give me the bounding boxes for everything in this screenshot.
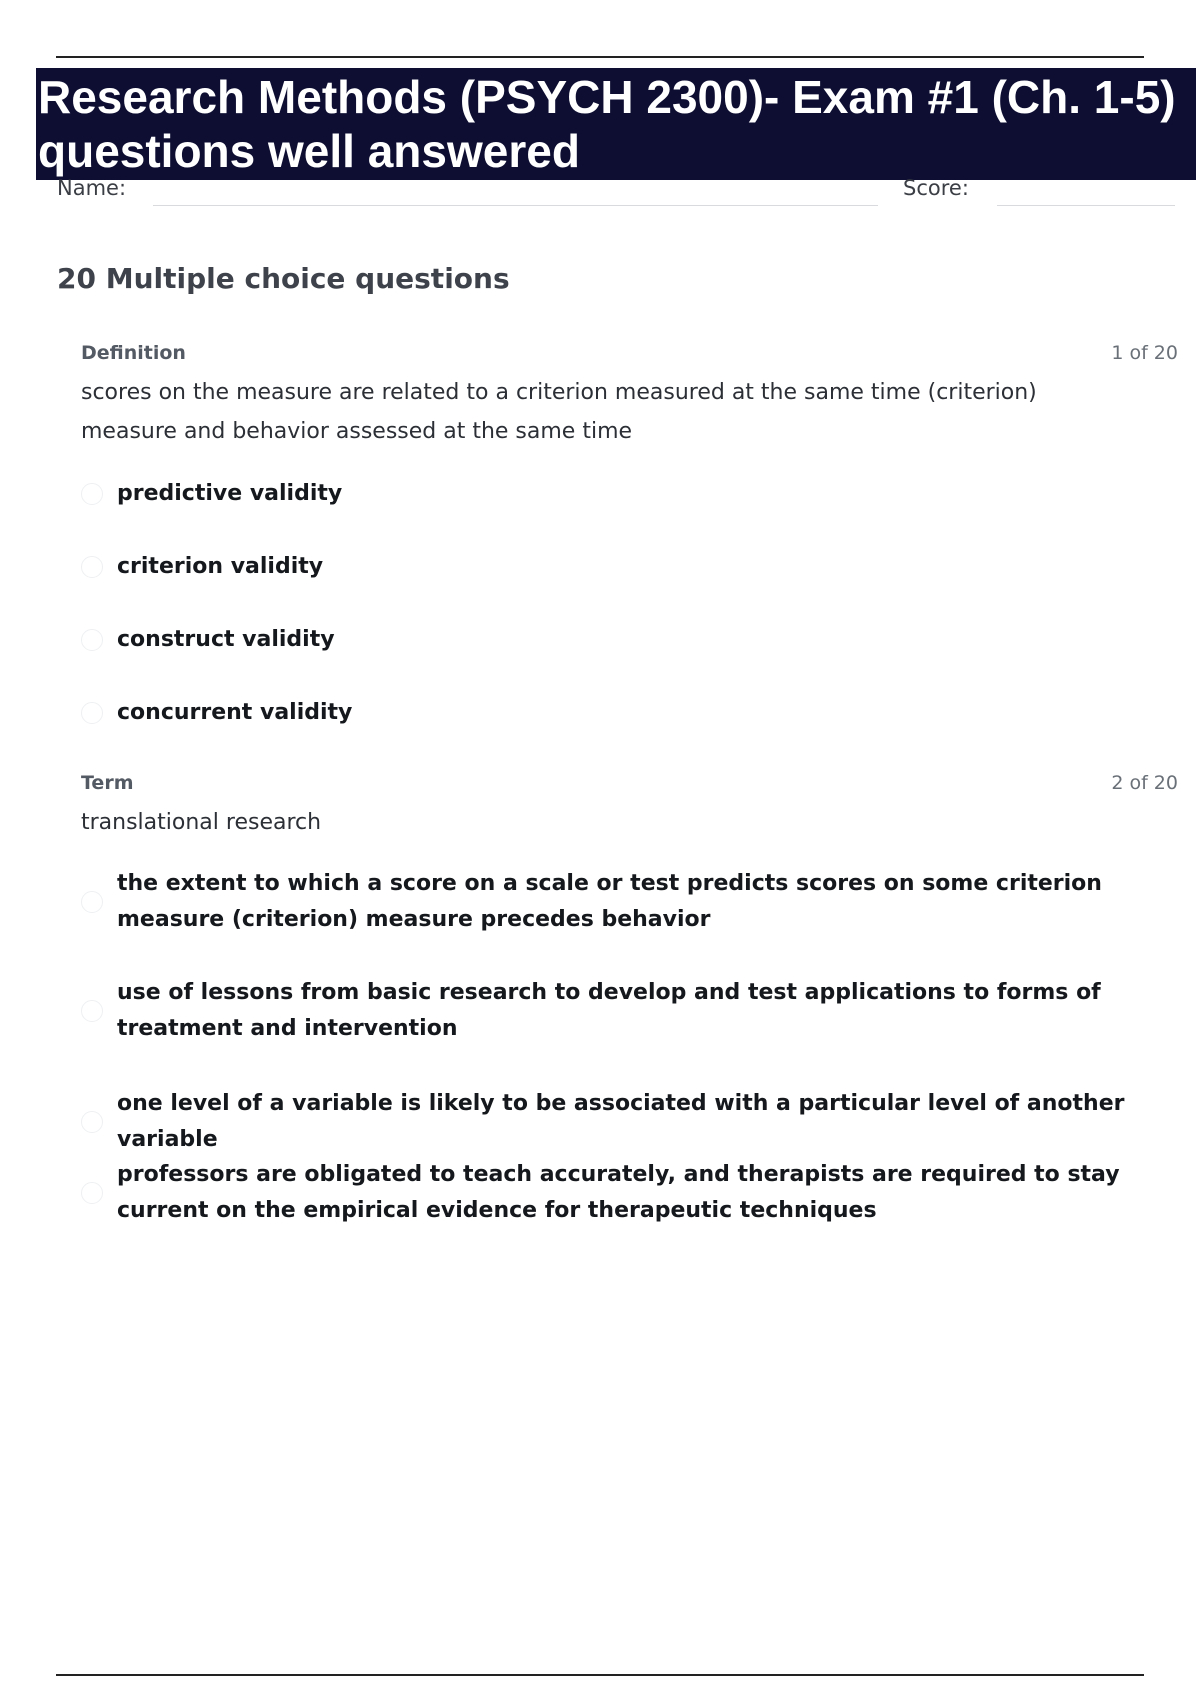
option-label: predictive validity	[117, 481, 343, 506]
name-field-line	[153, 205, 878, 206]
option-label: use of lessons from basic research to develop and test applications to forms of treatment and intervention	[117, 980, 1101, 1041]
document-title: Research Methods (PSYCH 2300)- Exam #1 (Ch. 1-5) questions well answered	[36, 68, 1196, 180]
radio-button[interactable]	[81, 556, 103, 578]
question-2-option-2[interactable]	[81, 975, 1161, 1047]
question-2-option-4[interactable]	[81, 1157, 1161, 1229]
name-label: Name:	[57, 176, 127, 200]
question-2-option-3[interactable]	[81, 1086, 1161, 1158]
question-1-type: Definition	[81, 342, 186, 364]
question-1-counter: 1 of 20	[1111, 342, 1178, 364]
top-rule	[56, 56, 1144, 58]
option-label: concurrent validity	[117, 700, 353, 725]
question-2-counter: 2 of 20	[1111, 772, 1178, 794]
radio-button[interactable]	[81, 483, 103, 505]
question-2-option-1[interactable]	[81, 866, 1161, 938]
radio-button[interactable]	[81, 1182, 103, 1204]
score-label: Score:	[903, 176, 969, 200]
question-1-option-4[interactable]	[81, 695, 1161, 731]
radio-button[interactable]	[81, 629, 103, 651]
option-label: professors are obligated to teach accurately, and therapists are required to stay current on the empirical evidence for therapeutic techniques	[117, 1162, 1120, 1223]
option-label: the extent to which a score on a scale or test predicts scores on some criterion measure (criterion) measure precedes behavior	[117, 871, 1102, 932]
score-field-line	[997, 205, 1175, 206]
question-1-prompt: scores on the measure are related to a criterion measured at the same time (criterion) measure and behavior assessed at the same time	[81, 380, 1037, 444]
radio-button[interactable]	[81, 702, 103, 724]
option-label: criterion validity	[117, 554, 324, 579]
question-2-type: Term	[81, 772, 134, 794]
radio-button[interactable]	[81, 1000, 103, 1022]
question-1-option-2[interactable]	[81, 549, 1161, 585]
question-2-prompt: translational research	[81, 810, 322, 835]
option-label: construct validity	[117, 627, 335, 652]
radio-button[interactable]	[81, 891, 103, 913]
option-label: one level of a variable is likely to be associated with a particular level of another variable	[117, 1091, 1125, 1152]
radio-button[interactable]	[81, 1111, 103, 1133]
bottom-rule	[56, 1674, 1144, 1676]
question-1-option-3[interactable]	[81, 622, 1161, 658]
section-heading: 20 Multiple choice questions	[57, 262, 510, 295]
question-1-option-1[interactable]	[81, 476, 1161, 512]
